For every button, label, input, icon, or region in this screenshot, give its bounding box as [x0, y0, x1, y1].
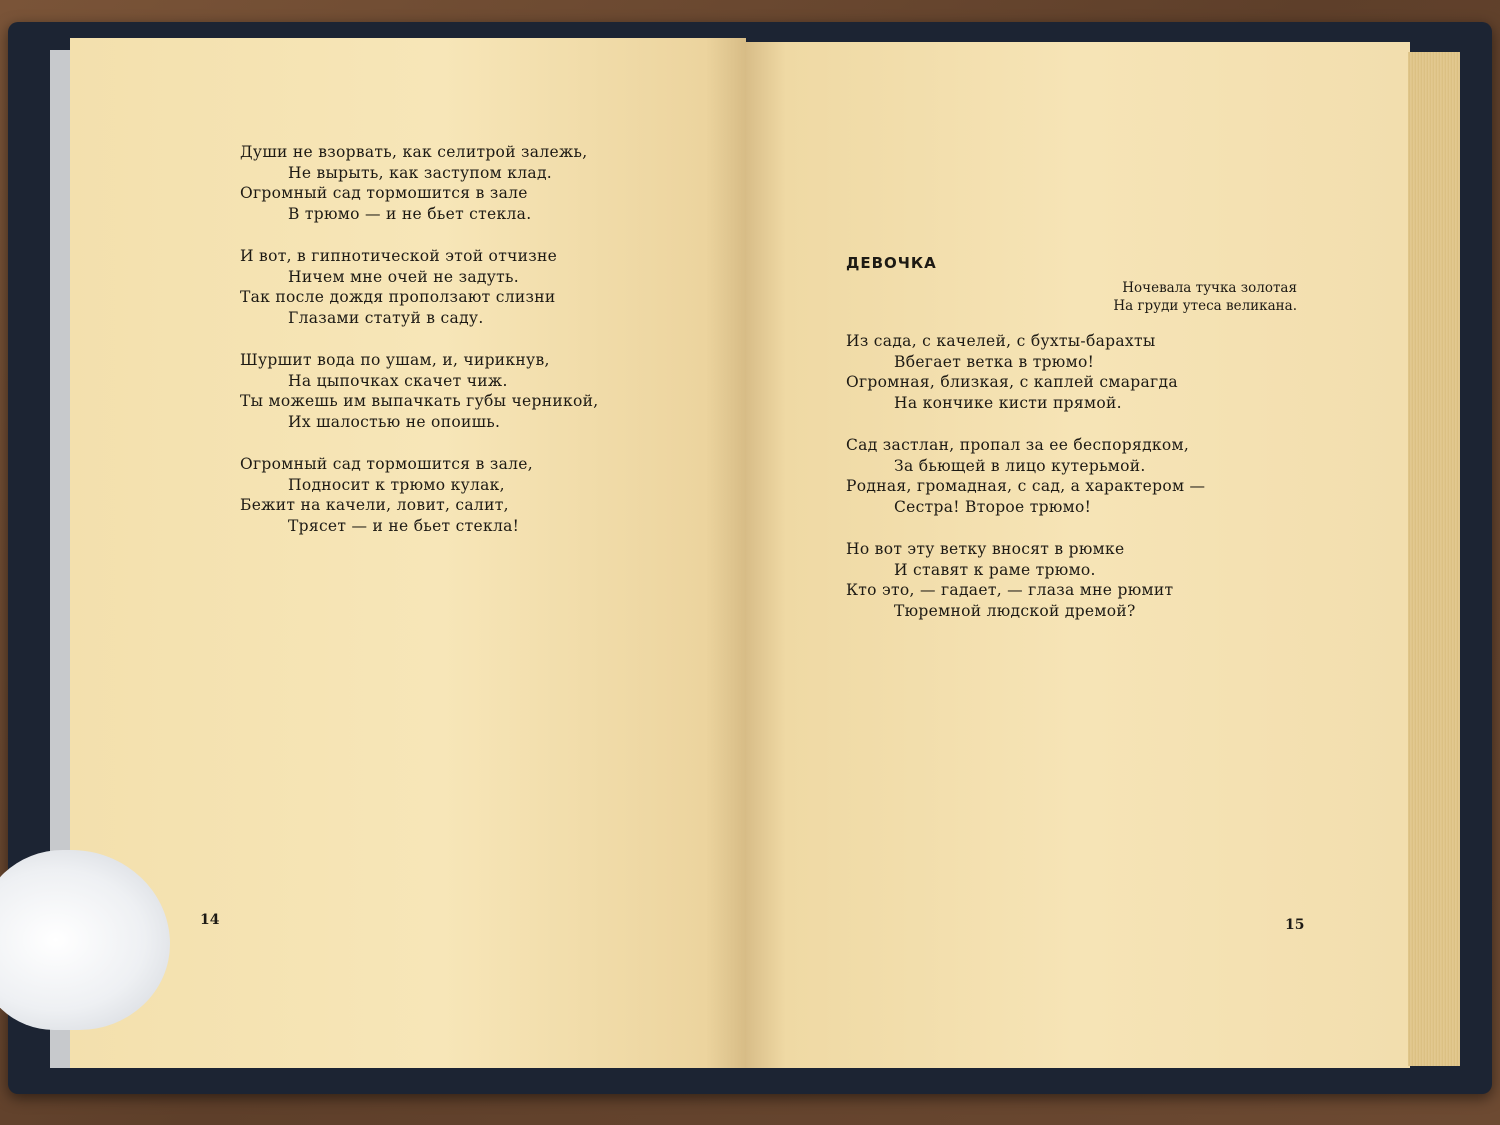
- poem-line: Сад застлан, пропал за ее беспорядком,: [846, 436, 1190, 454]
- poem-line: Сестра! Второе трюмо!: [894, 497, 1092, 516]
- stanza-gap: [240, 328, 598, 350]
- poem-line: На цыпочках скачет чиж.: [288, 371, 508, 390]
- poem-line: Огромный сад тормошится в зале: [240, 184, 528, 202]
- poem-line: На кончике кисти прямой.: [894, 393, 1122, 412]
- poem-line: Трясет — и не бьет стекла!: [288, 516, 520, 535]
- epigraph-line: На груди утеса великана.: [1113, 298, 1297, 314]
- stanza-gap: [846, 517, 1205, 539]
- poem-line: Глазами статуй в саду.: [288, 308, 484, 327]
- poem-line: Огромный сад тормошится в зале,: [240, 455, 533, 473]
- poem-line: Ничем мне очей не задуть.: [288, 267, 519, 286]
- poem-line: Подносит к трюмо кулак,: [288, 475, 505, 494]
- poem-line: И ставят к раме трюмо.: [894, 560, 1096, 579]
- poem-line: Души не взорвать, как селитрой залежь,: [240, 143, 588, 161]
- stanza-gap: [240, 432, 598, 454]
- left-poem: [240, 142, 598, 536]
- poem-line: Кто это, — гадает, — глаза мне рюмит: [846, 581, 1174, 599]
- right-poem: [846, 331, 1205, 621]
- poem-line: Так после дождя проползают слизни: [240, 288, 556, 306]
- poem-line: Но вот эту ветку вносят в рюмке: [846, 540, 1125, 558]
- epigraph-line: Ночевала тучка золотая: [1122, 280, 1297, 296]
- poem-line: Из сада, с качелей, с бухты-барахты: [846, 332, 1156, 350]
- right-page-edges: [1408, 52, 1460, 1066]
- page-number-left: 14: [200, 912, 220, 928]
- poem-line: Вбегает ветка в трюмо!: [894, 352, 1095, 371]
- poem-line: Их шалостью не опоишь.: [288, 412, 501, 431]
- stanza-gap: [846, 413, 1205, 435]
- epigraph: [1060, 279, 1297, 315]
- poem-line: За бьющей в лицо кутерьмой.: [894, 456, 1146, 475]
- poem-line: И вот, в гипнотической этой отчизне: [240, 247, 558, 265]
- poem-line: Не вырыть, как заступом клад.: [288, 163, 553, 182]
- poem-line: В трюмо — и не бьет стекла.: [288, 204, 532, 223]
- poem-line: Огромная, близкая, с каплей смарагда: [846, 373, 1178, 391]
- page-number-right: 15: [1285, 917, 1305, 933]
- poem-line: Тюремной людской дремой?: [894, 601, 1136, 620]
- poem-title: ДЕВОЧКА: [846, 254, 937, 272]
- poem-line: Родная, громадная, с сад, а характером —: [846, 477, 1206, 495]
- stanza-gap: [240, 224, 598, 246]
- poem-line: Бежит на качели, ловит, салит,: [240, 496, 509, 514]
- poem-line: Шуршит вода по ушам, и, чирикнув,: [240, 351, 550, 369]
- poem-line: Ты можешь им выпачкать губы черникой,: [240, 392, 599, 410]
